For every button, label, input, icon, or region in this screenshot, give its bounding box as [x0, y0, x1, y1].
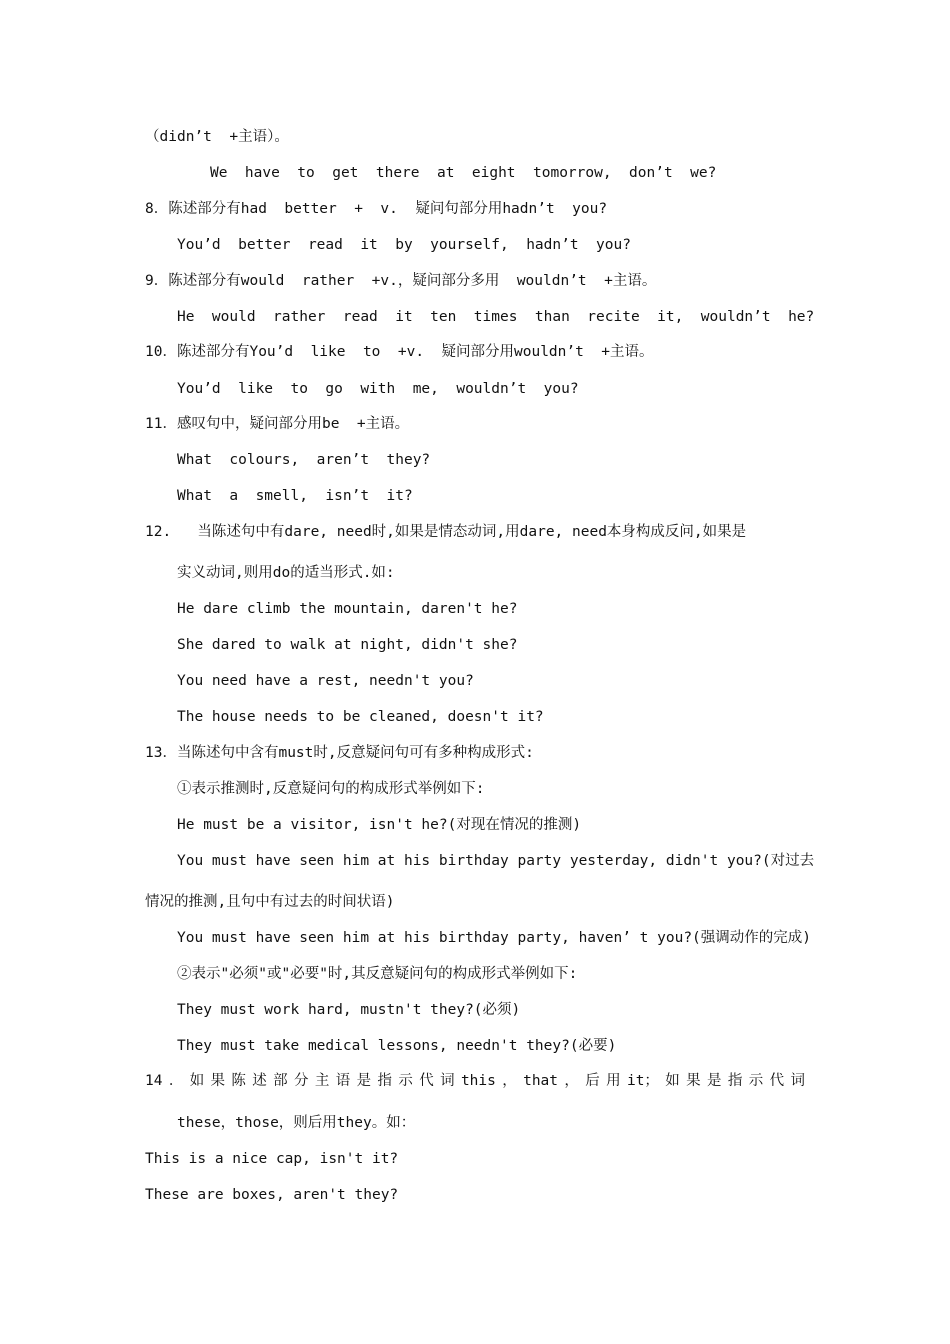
example-sentence: The house needs to be cleaned, doesn't it? — [177, 709, 544, 725]
rule-item-8: 8．陈述部分有had better + v. 疑问句部分用hadn’t you? — [145, 201, 608, 217]
example-sentence: He dare climb the mountain, daren't he? — [177, 601, 518, 617]
example-sentence: You must have seen him at his birthday party, haven’ t you?(强调动作的完成) — [177, 930, 812, 946]
text-line: these，those，则后用they。如： — [177, 1115, 416, 1131]
sub-heading: ②表示"必须"或"必要"时,其反意疑问句的构成形式举例如下: — [177, 966, 578, 982]
rule-item-14: 14．如果陈述部分主语是指示代词this，that，后用it；如果是指示代词 — [145, 1073, 805, 1089]
example-sentence: We have to get there at eight tomorrow, don’t we? — [210, 165, 717, 181]
example-sentence: She dared to walk at night, didn't she? — [177, 637, 518, 653]
rule-item-10: 10．陈述部分有You’d like to +v. 疑问部分用wouldn’t +主语。 — [145, 344, 654, 360]
text-line: 情况的推测,且句中有过去的时间状语) — [145, 894, 395, 910]
example-sentence: He would rather read it ten times than recite it, wouldn’t he? — [177, 309, 815, 325]
rule-item-11: 11．感叹句中，疑问部分用be +主语。 — [145, 416, 410, 432]
example-sentence: You must have seen him at his birthday party yesterday, didn't you?(对过去 — [177, 853, 815, 869]
example-sentence: These are boxes, aren't they? — [145, 1187, 399, 1203]
example-sentence: What a smell, isn’t it? — [177, 488, 413, 504]
example-sentence: What colours, aren’t they? — [177, 452, 431, 468]
sub-heading: ①表示推测时,反意疑问句的构成形式举例如下: — [177, 781, 485, 797]
example-sentence: This is a nice cap, isn't it? — [145, 1151, 399, 1167]
example-sentence: You need have a rest, needn't you? — [177, 673, 474, 689]
example-sentence: He must be a visitor, isn't he?(对现在情况的推测) — [177, 817, 582, 833]
rule-item-13: 13．当陈述句中含有must时,反意疑问句可有多种构成形式: — [145, 745, 534, 761]
text-line: 实义动词,则用do的适当形式.如: — [177, 565, 395, 581]
rule-item-9: 9．陈述部分有would rather +v.，疑问部分多用 wouldn’t +主语。 — [145, 273, 657, 289]
example-sentence: You’d like to go with me, wouldn’t you? — [177, 381, 579, 397]
example-sentence: You’d better read it by yourself, hadn’t you? — [177, 237, 631, 253]
example-sentence: They must take medical lessons, needn't they?(必要) — [177, 1038, 617, 1054]
text-line: （didn’t +主语）。 — [145, 129, 289, 145]
rule-item-12: 12. 当陈述句中有dare, need时,如果是情态动词,用dare, need本身构成反问,如果是 — [145, 524, 747, 540]
example-sentence: They must work hard, mustn't they?(必须) — [177, 1002, 521, 1018]
